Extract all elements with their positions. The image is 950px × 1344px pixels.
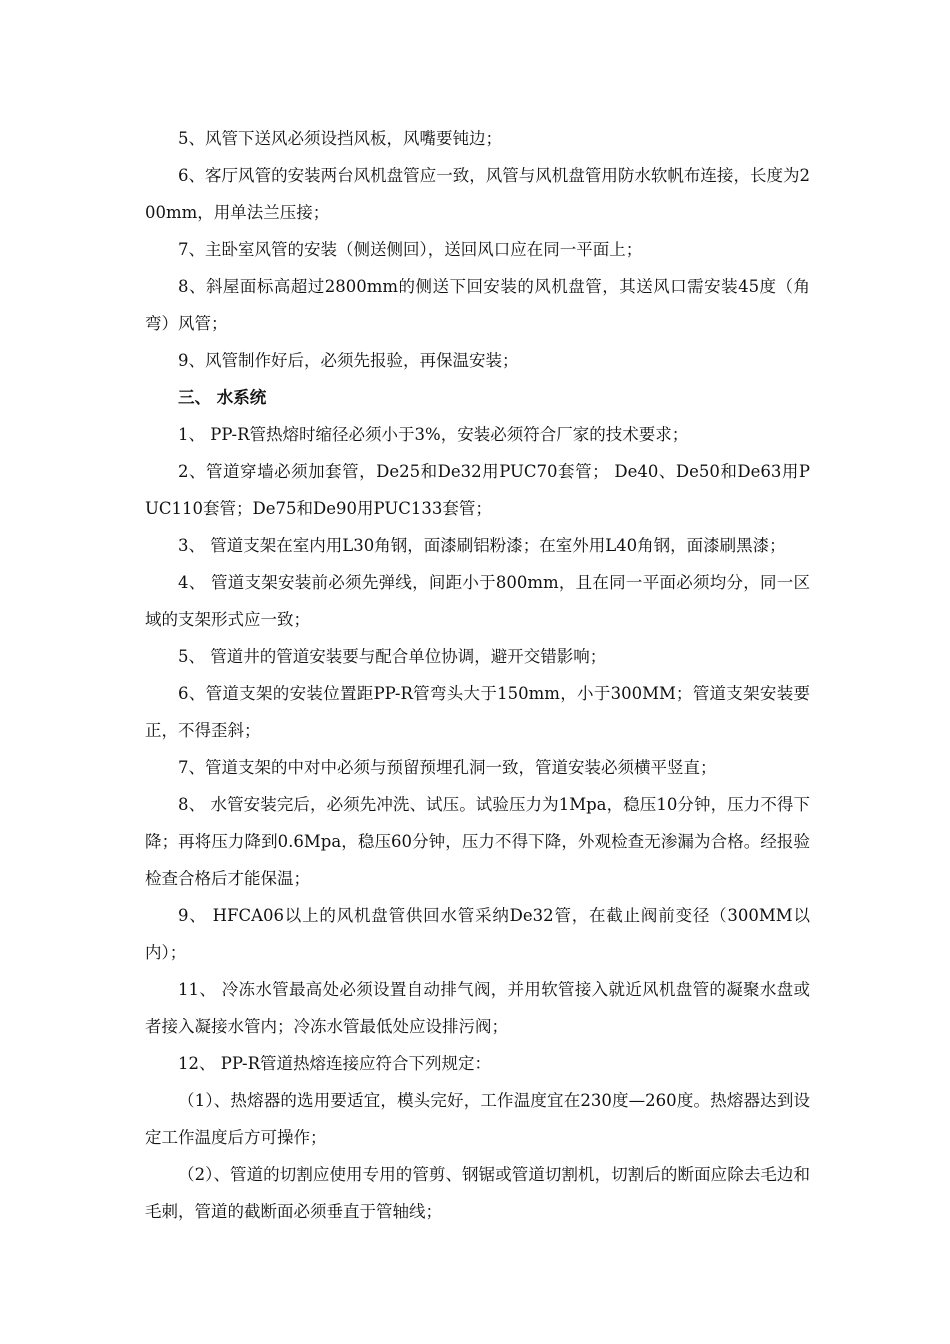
paragraph-support-alignment: 7、管道支架的中对中必须与预留预埋孔洞一致，管道安装必须横平竖直； bbox=[178, 758, 717, 777]
paragraph-sloped-roof-fan-coil: 8、斜屋面标高超过2800mm的侧送下回安装的风机盘管，其送风口需安装45度（角弯）风管； bbox=[145, 277, 810, 333]
paragraph-pipe-support-layout: 4、 管道支架安装前必须先弹线，间距小于800mm，且在同一平面必须均分，同一区域的支架形式应一致； bbox=[145, 573, 810, 629]
paragraph-hot-melt-tool: （1）、热熔器的选用要适宜，模头完好，工作温度宜在230度—260度。热熔器达到设定工作温度后方可操作； bbox=[145, 1091, 810, 1147]
paragraph-wall-sleeve: 2、管道穿墙必须加套管，De25和De32用PUC70套管； De40、De50和De63用PUC110套管；De75和De90用PUC133套管； bbox=[145, 462, 810, 518]
paragraph-master-bedroom-duct: 7、主卧室风管的安装（侧送侧回），送回风口应在同一平面上； bbox=[178, 240, 643, 259]
paragraph-hfca06-pipe: 9、 HFCA06以上的风机盘管供回水管采纳De32管，在截止阀前变径（300MM以内）； bbox=[145, 906, 810, 962]
paragraph-chilled-water-vent: 11、 冷冻水管最高处必须设置自动排气阀，并用软管接入就近风机盘管的凝聚水盘或者接入凝接水管内；冷冻水管最低处应设排污阀； bbox=[145, 980, 810, 1036]
paragraph-living-room-duct: 6、客厅风管的安装两台风机盘管应一致，风管与风机盘管用防水软帆布连接，长度为200mm，用单法兰压接； bbox=[145, 166, 810, 222]
section-heading-water-system: 三、 水系统 bbox=[178, 388, 267, 407]
paragraph-support-position: 6、管道支架的安装位置距PP-R管弯头大于150mm，小于300MM；管道支架安装要正，不得歪斜； bbox=[145, 684, 810, 740]
paragraph-ppr-hot-melt: 1、 PP-R管热熔时缩径必须小于3%，安装必须符合厂家的技术要求； bbox=[178, 425, 689, 444]
paragraph-duct-inspection: 9、风管制作好后，必须先报验，再保温安装； bbox=[178, 351, 519, 370]
paragraph-air-duct-baffle: 5、风管下送风必须设挡风板，风嘴要钝边； bbox=[178, 129, 502, 148]
paragraph-ppr-rules: 12、 PP-R管道热熔连接应符合下列规定： bbox=[178, 1054, 492, 1073]
document-page bbox=[145, 120, 810, 1230]
paragraph-pipe-cutting: （2）、管道的切割应使用专用的管剪、钢锯或管道切割机，切割后的断面应除去毛边和毛刺，管道的截断面必须垂直于管轴线； bbox=[145, 1165, 810, 1221]
paragraph-pipe-shaft: 5、 管道井的管道安装要与配合单位协调，避开交错影响； bbox=[178, 647, 607, 666]
paragraph-pressure-test: 8、 水管安装完后，必须先冲洗、试压。试验压力为1Mpa，稳压10分钟，压力不得下降；再将压力降到0.6Mpa，稳压60分钟，压力不得下降，外观检查无渗漏为合格。经报验检查合格后才能保温； bbox=[145, 795, 810, 888]
paragraph-pipe-support-steel: 3、 管道支架在室内用L30角钢，面漆刷铝粉漆；在室外用L40角钢，面漆刷黑漆； bbox=[178, 536, 786, 555]
